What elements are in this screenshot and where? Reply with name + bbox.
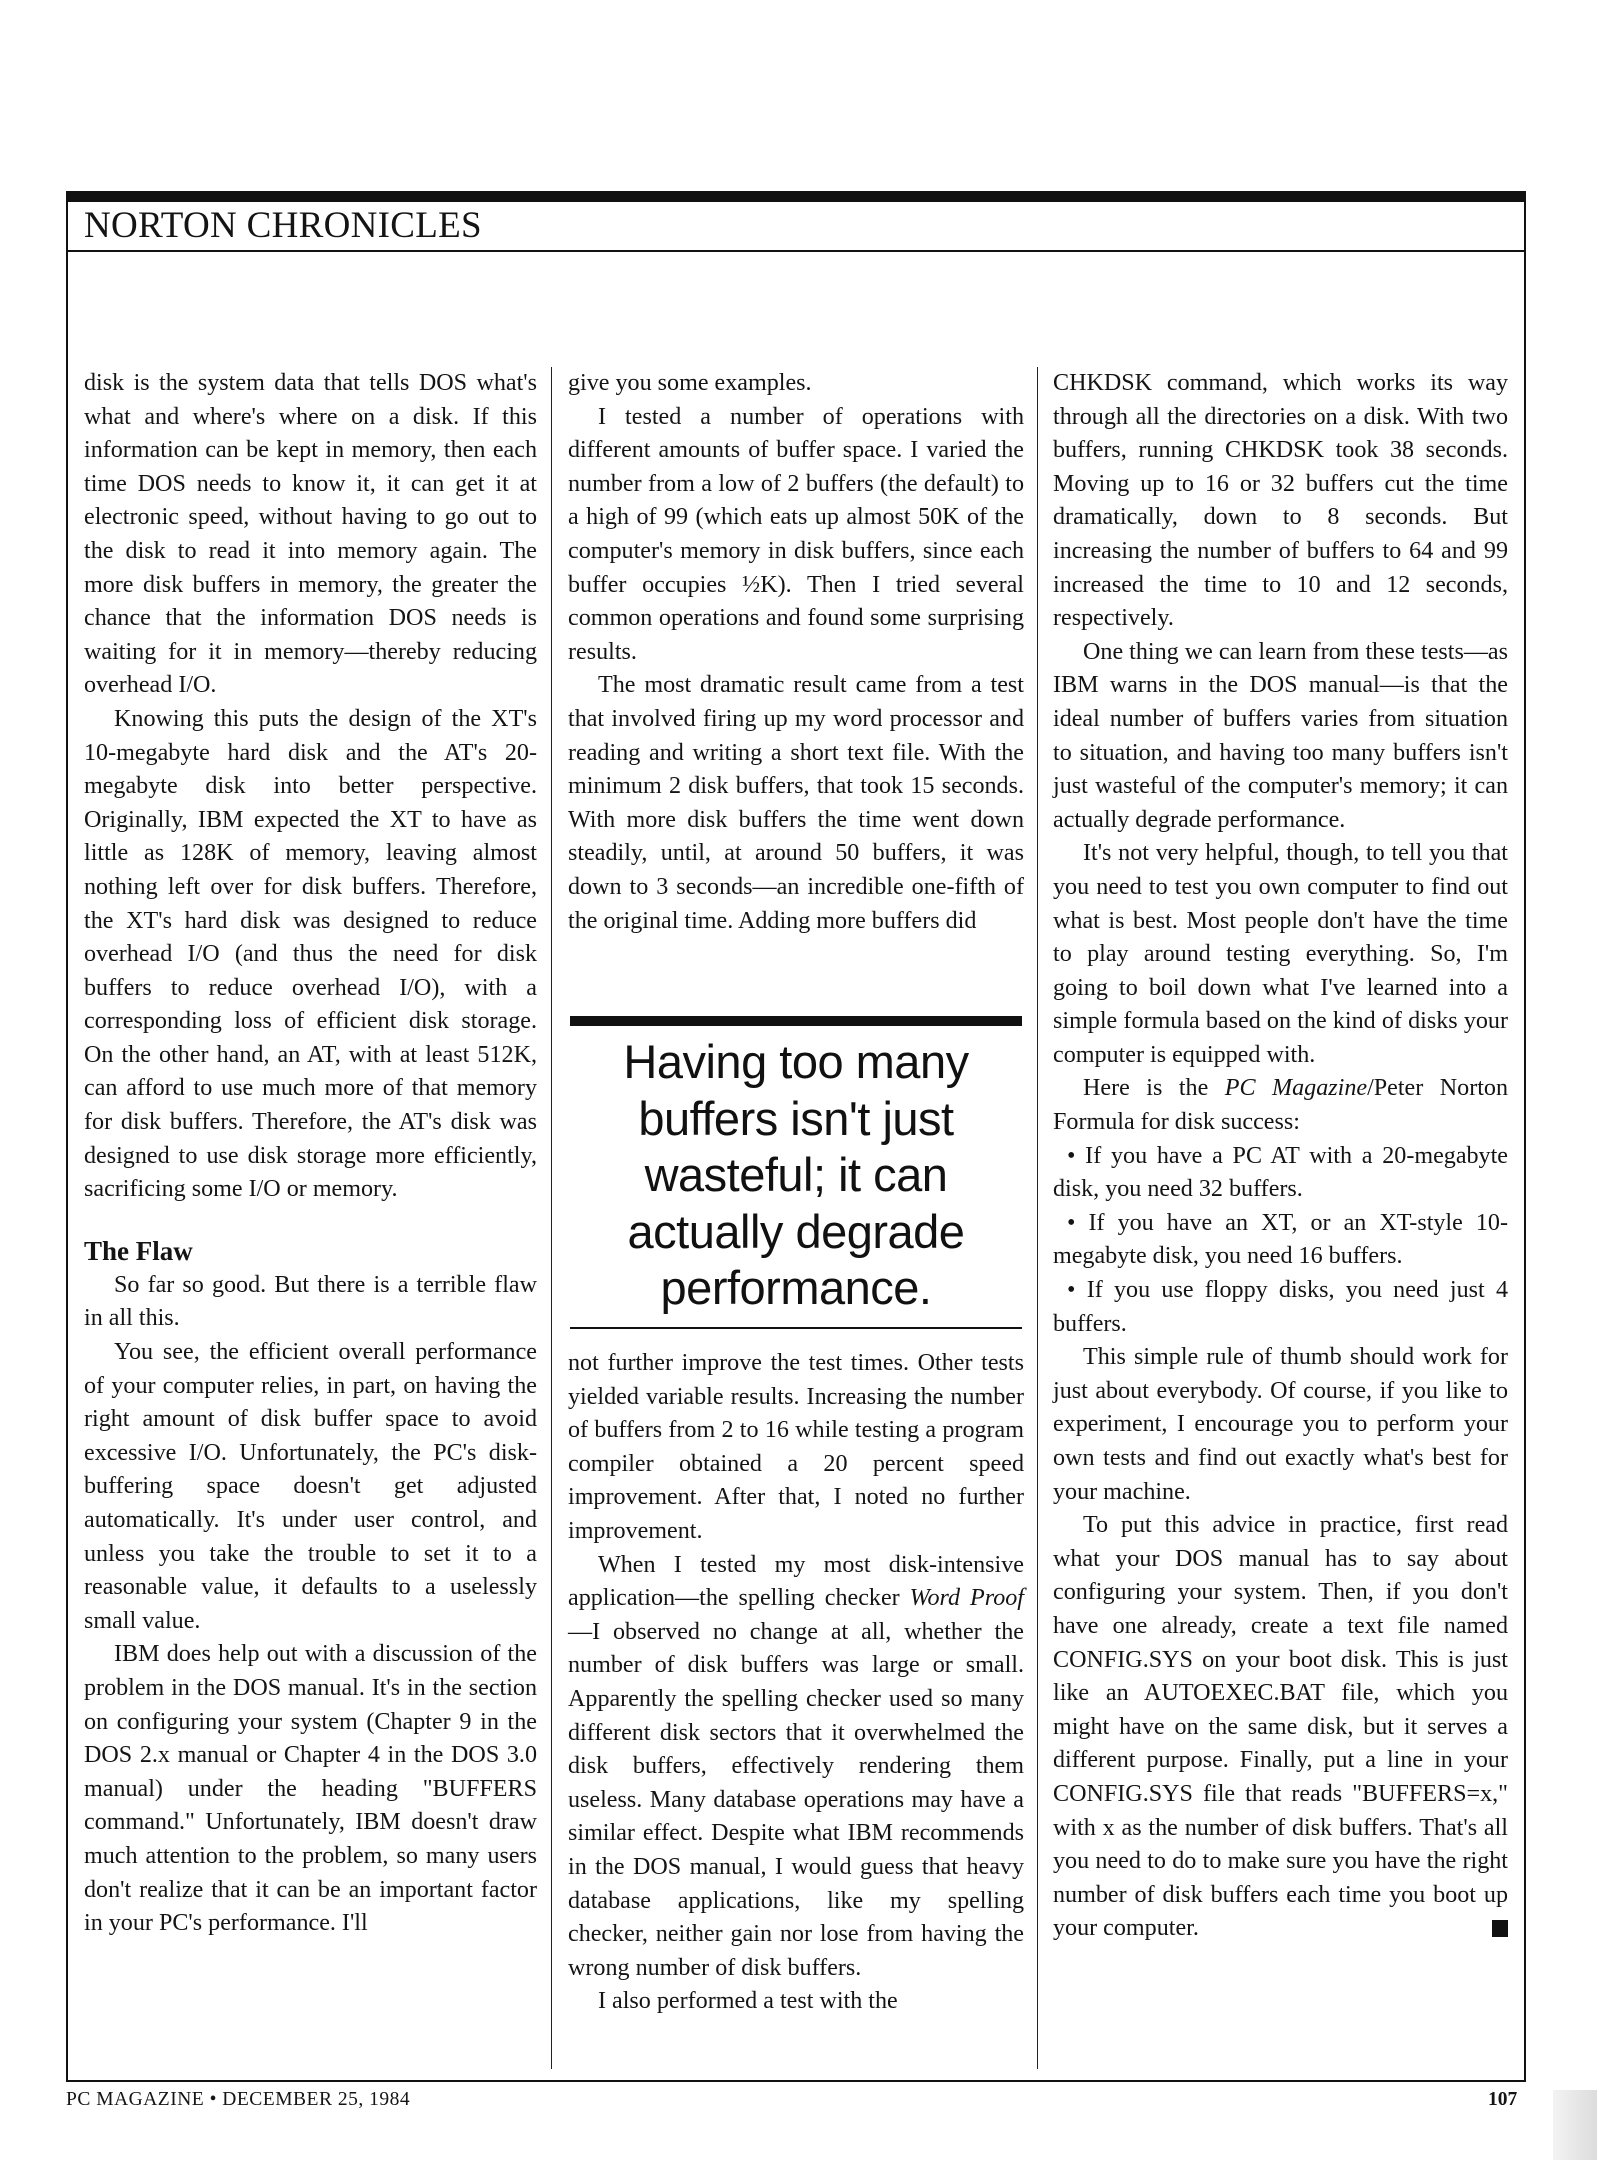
column-3 — [1053, 367, 1508, 1946]
pullquote-top-bar — [570, 1016, 1022, 1026]
col1-paragraph-3: So far so good. But there is a terrible flaw in all this. — [84, 1271, 537, 1332]
col2-paragraph-4: not further improve the test times. Other tests yielded variable results. Increasing the number of buffers from 2 to 16 while testing a program compiler obtained a 20 percent speed improvement. After that, I noted no further improvement. — [568, 1350, 1024, 1544]
col2-paragraph-2: I tested a number of operations with different amounts of buffer space. I varied the number from a low of 2 buffers (the default) to a high of 99 (which eats up almost 50K of the computer's memory in disk buffers, since each buffer occupies ½K). Then I tried several common operations and found some surprising results. — [568, 403, 1024, 665]
col2-paragraph-3: The most dramatic result came from a test that involved firing up my word processor and reading and writing a short text file. With the minimum 2 disk buffers, that took 15 seconds. With more disk buffers the time went down steadily, until, at around 50 buffers, it was down to 3 seconds—an incredible one-fifth of the original time. Adding more buffers did — [568, 672, 1024, 934]
subheading-the-flaw: The Flaw — [84, 1235, 193, 1266]
col1-paragraph-2: Knowing this puts the design of the XT's 10-megabyte hard disk and the AT's 20-megabyte disk into better perspective. Originally, IBM expected the XT to have as little as 128K of memory, leaving almost nothing left over for disk buffers. Therefore, the XT's hard disk was designed to reduce overhead I/O (and thus the need for disk buffers to reduce overhead I/O), with a corresponding loss of efficient disk storage. On the other hand, an AT, with at least 512K, can afford to use much more of that memory for disk buffers. Therefore, the AT's disk was designed to use disk storage more efficiently, sacrificing some I/O or memory. — [84, 705, 537, 1203]
column-1 — [84, 367, 537, 1941]
frame-bottom-border — [66, 2080, 1526, 2082]
end-of-article-mark — [1492, 1920, 1508, 1937]
header-rule — [66, 191, 1526, 202]
col3-paragraph-3: It's not very helpful, though, to tell you that you need to test you own computer to find out what is best. Most people don't have the time to play around testing everything. So, I'm going to boil down what I've learned into a simple formula based on the kind of disks your computer is equipped with. — [1053, 840, 1508, 1068]
col1-paragraph-4: You see, the efficient overall performance of your computer relies, in part, on having the right amount of disk buffer space to avoid excessive I/O. Unfortunately, the PC's disk-buffering space doesn't get adjusted automatically. It's under user control, and unless you take the trouble to set it to a reasonable value, it defaults to a uselessly small value. — [84, 1339, 537, 1634]
column-rule-2 — [1037, 367, 1038, 2069]
col1-paragraph-5: IBM does help out with a discussion of the problem in the DOS manual. It's in the section on configuring your system (Chapter 9 in the DOS 2.x manual or Chapter 4 in the DOS 3.0 manual) under the heading "BUFFERS command." Unfortunately, IBM doesn't draw much attention to the problem, so many users don't realize that it can be an important factor in your PC's performance. I'll — [84, 1641, 537, 1937]
pullquote-bottom-rule — [570, 1327, 1022, 1329]
col3-paragraph-6 — [1053, 1509, 1508, 1946]
col2-p5-text-b: —I observed no change at all, whether the number of disk buffers was large or small. Apparently the spelling checker used so many different disk sectors that it overwhelmed the disk buffers, effectively rendering them useless. Many database operations may have a similar effect. Despite what IBM recommends in the DOS manual, I would guess that heavy database applications, like my spelling checker, neither gain nor lose from having the wrong number of disk buffers. — [568, 1618, 1024, 1981]
col3-p4-text-b: /Peter Norton Formula for disk success: — [1053, 1075, 1508, 1136]
section-title: NORTON CHRONICLES — [84, 205, 482, 246]
page-edge-shadow — [1553, 2090, 1597, 2160]
col2-paragraph-5 — [568, 1549, 1024, 1986]
col1-paragraph-1: disk is the system data that tells DOS what's what and where's where on a disk. If this information can be kept in memory, then each time DOS needs to know it, it can get it at electronic speed, without having to go out to the disk to read it into memory again. The more disk buffers in memory, the greater the chance that the information DOS needs is waiting for it in memory—thereby reducing overhead I/O. — [84, 370, 537, 699]
bullet-pc-at: • If you have a PC AT with a 20-megabyte disk, you need 32 buffers. — [1053, 1142, 1508, 1203]
col2-paragraph-6: I also performed a test with the — [598, 1988, 898, 2015]
column-rule-1 — [551, 367, 552, 2069]
pull-quote: Having too many buffers isn't just wasteful; it can actually degrade performance. — [623, 1035, 969, 1314]
frame-right-border — [1524, 252, 1526, 2082]
col2-p5-text-a: When I tested my most disk-intensive application—the spelling checker — [568, 1551, 1024, 1612]
pc-magazine-title: PC Magazine — [1224, 1075, 1368, 1102]
frame-left-border — [66, 252, 68, 2082]
column-2-bottom — [568, 1347, 1024, 2019]
col3-paragraph-2: One thing we can learn from these tests—as IBM warns in the DOS manual—is that the ideal number of buffers varies from situation to situation, and having too many buffers isn't just wasteful of the computer's memory; it can actually degrade performance. — [1053, 638, 1508, 833]
bullet-xt: • If you have an XT, or an XT-style 10-megabyte disk, you need 16 buffers. — [1053, 1209, 1508, 1270]
col3-p4-text-a: Here is the — [1083, 1075, 1225, 1102]
col2-paragraph-1: give you some examples. — [568, 370, 812, 396]
col3-p6-text: To put this advice in practice, first read what your DOS manual has to say about configuring your system. Then, if you don't have one already, create a text file named CONFIG.SYS on your boot disk. This is just like an AUTOEXEC.BAT file, which you might have on the same disk, but it serves a different purpose. Finally, put a line in your CONFIG.SYS file that reads "BUFFERS=x," with x as the number of disk buffers. That's all you need to do to make sure you have the right number of disk buffers each time you boot up your computer. — [1053, 1512, 1508, 1942]
bullet-floppy: • If you use floppy disks, you need just 4 buffers. — [1053, 1277, 1508, 1337]
column-2-top — [568, 367, 1024, 938]
word-proof-title: Word Proof — [909, 1585, 1024, 1612]
col3-paragraph-1: CHKDSK command, which works its way through all the directories on a disk. With two buffers, running CHKDSK took 38 seconds. Moving up to 16 or 32 buffers cut the time dramatically, down to 8 seconds. But increasing the number of buffers to 64 and 99 increased the time to 10 and 12 seconds, respectively. — [1053, 370, 1508, 632]
col3-paragraph-5: This simple rule of thumb should work for just about everybody. Of course, if you like to experiment, I encourage you to perform your own tests and find out exactly what's best for your machine. — [1053, 1344, 1508, 1505]
col3-paragraph-4 — [1053, 1072, 1508, 1139]
footer-publication: PC MAGAZINE • DECEMBER 25, 1984 — [66, 2089, 411, 2110]
page-number: 107 — [1488, 2089, 1518, 2110]
